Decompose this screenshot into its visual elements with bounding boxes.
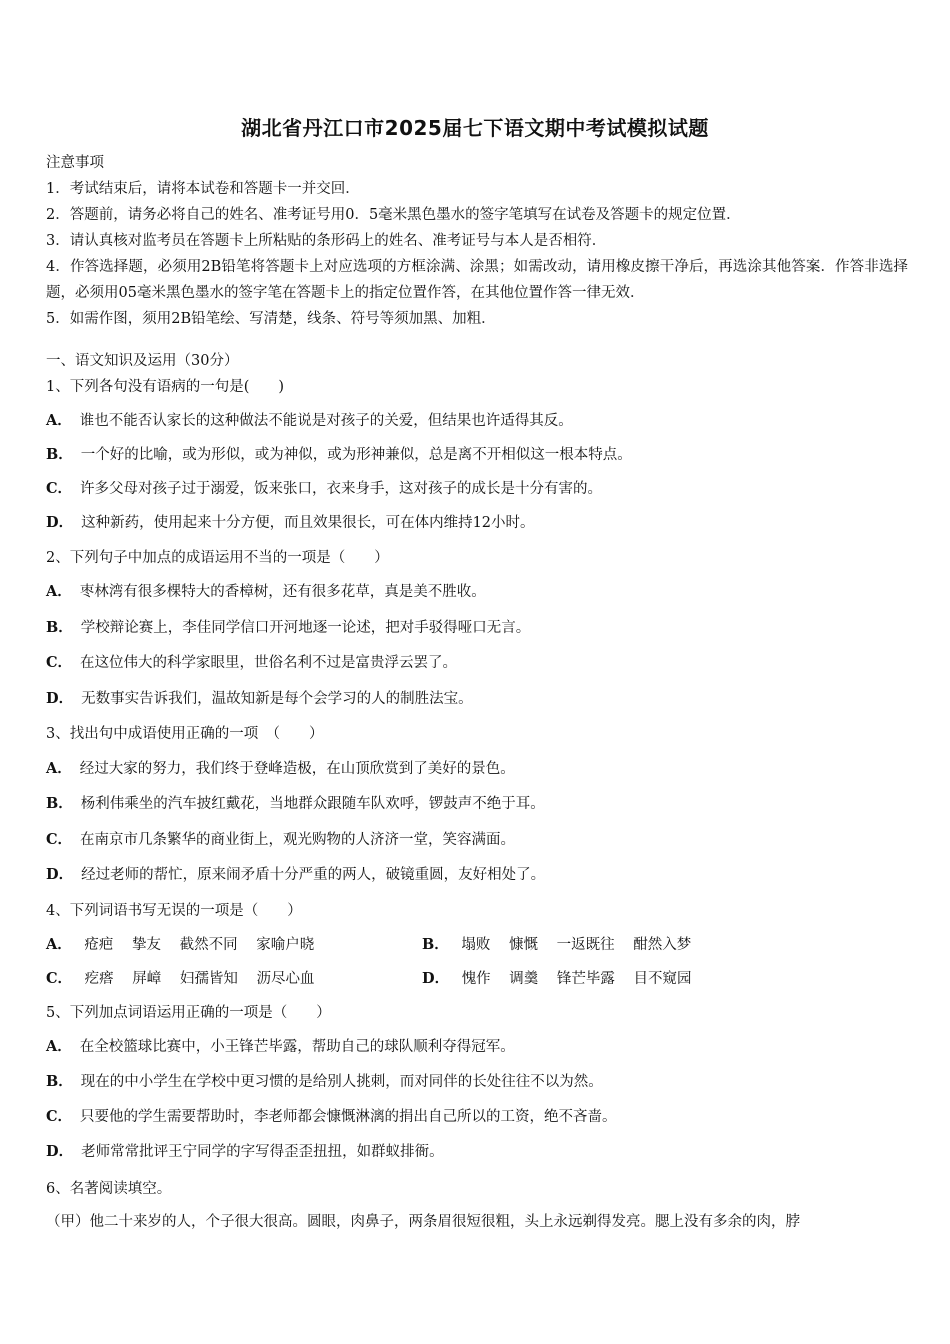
- option-letter: C．: [46, 970, 73, 987]
- option-letter: A．: [46, 412, 72, 429]
- option-letter: D．: [422, 970, 450, 987]
- option-text: 这种新药，使用起来十分方便，而且效果很长，可在体内维持12小时。: [81, 515, 535, 531]
- word: 妇孺皆知: [179, 971, 238, 987]
- option-letter: C．: [46, 1108, 73, 1125]
- question-3-stem: 3、找出句中成语使用正确的一项 （ ）: [46, 726, 324, 742]
- notice-item: 5．如需作图，须用2B铅笔绘、写清楚，线条、符号等须加黑、加粗．: [46, 311, 496, 327]
- word: 愧作: [461, 971, 491, 987]
- q1-option-d: [46, 511, 535, 532]
- option-letter: B．: [46, 1073, 73, 1090]
- word: 塌败: [461, 937, 491, 953]
- word: 沥尽心血: [256, 971, 315, 987]
- option-letter: B．: [46, 619, 73, 636]
- option-text: 只要他的学生需要帮助时，李老师都会慷慨淋漓的捐出自己所以的工资，绝不吝啬。: [80, 1109, 617, 1125]
- q1-option-c: [46, 477, 602, 498]
- word: 家喻户晓: [256, 937, 315, 953]
- section-heading: 一、语文知识及运用（30分）: [46, 353, 239, 369]
- word: 目不窥园: [633, 971, 692, 987]
- option-text: 老师常常批评王宁同学的字写得歪歪扭扭，如群蚁排衙。: [81, 1144, 444, 1160]
- q5-option-c: [46, 1105, 617, 1126]
- option-letter: A．: [46, 760, 72, 777]
- notice-item: 2．答题前，请务必将自己的姓名、准考证号用0．5毫米黑色墨水的签字笔填写在试卷及答题卡的规定位置．: [46, 207, 741, 223]
- option-text: 谁也不能否认家长的这种做法不能说是对孩子的关爱，但结果也许适得其反。: [79, 413, 573, 429]
- notice-item: 4．作答选择题，必须用2B铅笔将答题卡上对应选项的方框涂满、涂黑；如需改动，请用橡皮擦干净后，再选涂其他答案．作答非选择题，必须用05毫米黑色墨水的签字笔在答题卡上的指定位置作答，在其他位置作答一律无效．: [46, 259, 908, 301]
- option-letter: D．: [46, 514, 74, 531]
- word: 一返既往: [556, 937, 615, 953]
- q2-option-d: [46, 687, 473, 708]
- option-letter: A．: [46, 583, 72, 600]
- page-title: 湖北省丹江口市2025届七下语文期中考试模拟试题: [241, 116, 709, 140]
- option-text: 枣林湾有很多棵特大的香樟树，还有很多花草，真是美不胜收。: [79, 584, 486, 600]
- q1-option-a: [46, 409, 573, 430]
- q3-option-a: [46, 757, 515, 778]
- q4-option-d: [422, 967, 706, 988]
- word: 慷慨: [508, 937, 538, 953]
- option-letter: D．: [46, 690, 74, 707]
- q4-option-b: [422, 933, 705, 954]
- option-text: 杨利伟乘坐的汽车披红戴花，当地群众跟随车队欢呼，锣鼓声不绝于耳。: [80, 796, 545, 812]
- option-text: 在全校篮球比赛中，小王锋芒毕露，帮助自己的球队顺利夺得冠军。: [79, 1039, 515, 1055]
- option-letter: C．: [46, 831, 73, 848]
- option-letter: C．: [46, 654, 73, 671]
- option-text: 在这位伟大的科学家眼里，世俗名利不过是富贵浮云罢了。: [80, 655, 458, 671]
- option-letter: B．: [46, 795, 73, 812]
- question-6-stem: 6、名著阅读填空。: [46, 1181, 172, 1197]
- q4-option-c: [46, 967, 328, 988]
- option-text: 经过大家的努力，我们终于登峰造极，在山顶欣赏到了美好的景色。: [79, 761, 515, 777]
- q5-option-b: [46, 1070, 603, 1091]
- q2-option-c: [46, 651, 457, 672]
- q5-option-d: [46, 1140, 444, 1161]
- option-letter: B．: [422, 936, 449, 953]
- option-text: 学校辩论赛上，李佳同学信口开河地逐一论述，把对手驳得哑口无言。: [80, 620, 531, 636]
- q2-option-a: [46, 580, 486, 601]
- question-1-stem: 1、下列各句没有语病的一句是( ): [46, 379, 285, 395]
- option-letter: A．: [46, 1038, 72, 1055]
- q5-option-a: [46, 1035, 515, 1056]
- word: 调羹: [509, 971, 539, 987]
- notice-block: [46, 150, 908, 332]
- question-2-stem: 2、下列句子中加点的成语运用不当的一项是（ ）: [46, 550, 389, 566]
- question-4-stem: 4、下列词语书写无误的一项是（ ）: [46, 903, 302, 919]
- q2-option-b: [46, 616, 530, 637]
- reading-passage: （甲）他二十来岁的人，个子很大很高。圆眼，肉鼻子，两条眉很短很粗，头上永远剃得发亮。腮上没有多余的肉，脖: [46, 1214, 800, 1230]
- q4-row-cd: [46, 967, 906, 988]
- option-letter: D．: [46, 866, 74, 883]
- word: 挚友: [131, 937, 161, 953]
- option-text: 经过老师的帮忙，原来闹矛盾十分严重的两人，破镜重圆，友好相处了。: [81, 867, 546, 883]
- q3-option-b: [46, 792, 545, 813]
- q3-option-d: [46, 863, 545, 884]
- option-text: 无数事实告诉我们，温故知新是每个会学习的人的制胜法宝。: [81, 691, 473, 707]
- option-text: 一个好的比喻，或为形似，或为神似，或为形神兼似，总是离不开相似这一根本特点。: [80, 447, 632, 463]
- option-letter: A．: [46, 936, 72, 953]
- word: 疙瘩: [84, 971, 114, 987]
- option-text: 在南京市几条繁华的商业街上，观光购物的人济济一堂，笑容满面。: [80, 832, 516, 848]
- q1-option-b: [46, 443, 632, 464]
- option-letter: D．: [46, 1143, 74, 1160]
- option-text: 现在的中小学生在学校中更习惯的是给别人挑刺，而对同伴的长处往往不以为然。: [80, 1074, 603, 1090]
- word: 锋芒毕露: [556, 971, 615, 987]
- word: 疮疤: [84, 937, 114, 953]
- q4-row-ab: [46, 933, 906, 954]
- question-5-stem: 5、下列加点词语运用正确的一项是（ ）: [46, 1005, 331, 1021]
- notice-item: 3．请认真核对监考员在答题卡上所粘贴的条形码上的姓名、准考证号与本人是否相符．: [46, 233, 607, 249]
- notice-item: 1．考试结束后，请将本试卷和答题卡一并交回．: [46, 181, 360, 197]
- notice-heading: 注意事项: [46, 155, 104, 171]
- q4-option-a: [46, 933, 328, 954]
- word: 屏嶂: [132, 971, 162, 987]
- option-text: 许多父母对孩子过于溺爱，饭来张口，衣来身手，这对孩子的成长是十分有害的。: [80, 481, 603, 497]
- q3-option-c: [46, 828, 515, 849]
- word: 酣然入梦: [633, 937, 692, 953]
- word: 截然不同: [179, 937, 238, 953]
- option-letter: B．: [46, 446, 73, 463]
- option-letter: C．: [46, 480, 73, 497]
